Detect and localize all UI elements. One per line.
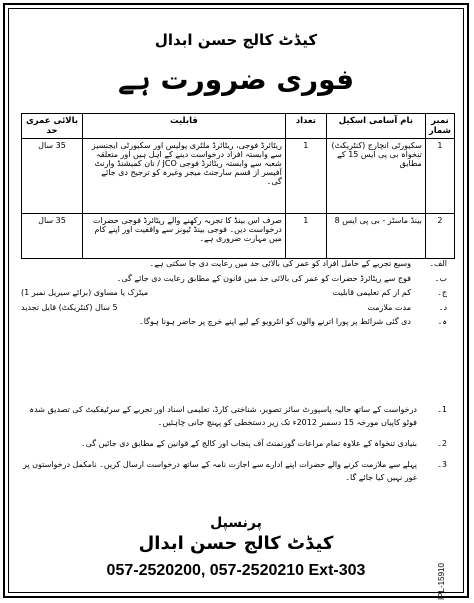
term-item	[21, 301, 447, 316]
term-text: وسیع تجربے کے حامل افراد کو عمر کی بالائی حد میں رعایت دی جا سکتی ہے۔	[149, 259, 411, 268]
table-header-row	[22, 114, 455, 139]
note-item	[21, 403, 447, 429]
signature-college-name: کیڈٹ کالج حسن ابدال	[138, 533, 334, 554]
college-name-header: کیڈٹ کالج حسن ابدال	[154, 31, 318, 49]
note-item	[21, 437, 447, 450]
term-label: الف۔	[429, 259, 447, 268]
term-text: فوج سے ریٹائرڈ حضرات کو عمر کی بالائی حد میں قانون کے مطابق رعایت دی جائے گی۔	[116, 273, 411, 283]
age-limit-cell: 35 سال	[22, 214, 83, 259]
quantity-cell: 1	[285, 214, 326, 259]
qualification-cell: صرف اس بینڈ کا تجربہ رکھنے والے ریٹائرڈ فوجی حضرات درخواست دیں۔ فوجی بینڈ ٹیونز سے واقفیت اور اپنے کام میں مہارت ضروری ہے۔	[83, 214, 286, 259]
advertisement-frame	[3, 3, 469, 598]
term-label: د۔	[438, 302, 447, 312]
column-header-quantity: تعداد	[285, 114, 326, 139]
column-header-qualification: قابلیت	[83, 114, 286, 139]
post-cell: سکیورٹی انچارج (کنٹریکٹ) تنخواہ بی پی ایس 15 کے مطابق	[326, 139, 425, 214]
note-text: پہلے سے ملازمت کرنے والے حضرات اپنے ادارے سے اجازت نامہ کے ساتھ درخواست ارسال کریں۔ نامکمل درخواستوں پر غور نہیں کیا جائے گا۔	[22, 460, 417, 482]
serial-cell: 2	[425, 214, 454, 259]
notes-list	[21, 403, 447, 492]
term-item	[21, 257, 447, 272]
term-label: ب۔	[434, 273, 447, 283]
term-value: 5 سال (کنٹریکٹ) قابل تجدید	[21, 302, 118, 312]
urgent-required-headline: فوری ضرورت ہے	[117, 63, 355, 96]
term-label: ہ۔	[437, 317, 447, 326]
term-text: کم از کم تعلیمی قابلیت	[332, 288, 411, 297]
term-item	[21, 315, 447, 330]
table-row	[22, 139, 455, 214]
quantity-cell: 1	[285, 139, 326, 214]
note-text: بنیادی تنخواہ کے علاوہ تمام مراعات گورنمنٹ آف پنجاب اور کالج کے قوانین کے مطابق دی جائیں گی۔	[80, 439, 417, 448]
serial-cell: 1	[425, 139, 454, 214]
qualification-cell: ریٹائرڈ فوجی، ریٹائرڈ ملٹری پولیس اور سکیورٹی ایجنسیز سے وابستہ افراد درخواست دینے کے اہل ہیں اور متعلقہ شعبہ سے وابستہ ریٹائرڈ فوجی JCO / نان کمیشنڈ وارنٹ آفیسر از قسم سارجنٹ میجر وغیرہ کو ترجیح دی جائے گی۔	[83, 139, 286, 214]
column-header-age-limit: بالائی عمری حد	[22, 114, 83, 139]
term-text: دی گئی شرائط پر پورا اترنے والوں کو انٹرویو کے لیے اپنے خرچ پر حاضر ہونا ہوگا۔	[139, 317, 411, 326]
term-item	[21, 286, 447, 301]
terms-list	[21, 257, 447, 330]
column-header-serial: نمبر شمار	[425, 114, 454, 139]
term-text: مدت ملازمت	[367, 302, 411, 312]
term-value: میٹرک یا مساوی (برائے سیریل نمبر 1)	[21, 288, 149, 297]
note-number: 2۔	[437, 439, 447, 448]
post-cell: بینڈ ماسٹر - بی پی ایس 8	[326, 214, 425, 259]
contact-phones: 057-2520200, 057-2520210 Ext-303	[106, 562, 366, 579]
term-label: ج۔	[437, 288, 447, 297]
column-header-post: نام آسامی اسکیل	[326, 114, 425, 139]
note-item	[21, 458, 447, 484]
ipl-code: IPL-15910	[437, 563, 446, 600]
vacancies-table	[21, 113, 455, 259]
note-number: 3۔	[437, 460, 447, 469]
signature-title: پرنسپل	[210, 515, 262, 531]
note-text: درخواست کے ساتھ حالیہ پاسپورٹ سائز تصویر، شناختی کارڈ، تعلیمی اسناد اور تجربے کے سرٹیفکیٹ کی تصدیق شدہ فوٹو کاپیاں مورخہ 15 دسمبر 2012ء تک زیر دستخطی کو پہنچ جانی چاہئیں۔	[29, 405, 417, 427]
term-item	[21, 272, 447, 287]
note-number: 1۔	[437, 405, 447, 414]
age-limit-cell: 35 سال	[22, 139, 83, 214]
table-row	[22, 214, 455, 259]
